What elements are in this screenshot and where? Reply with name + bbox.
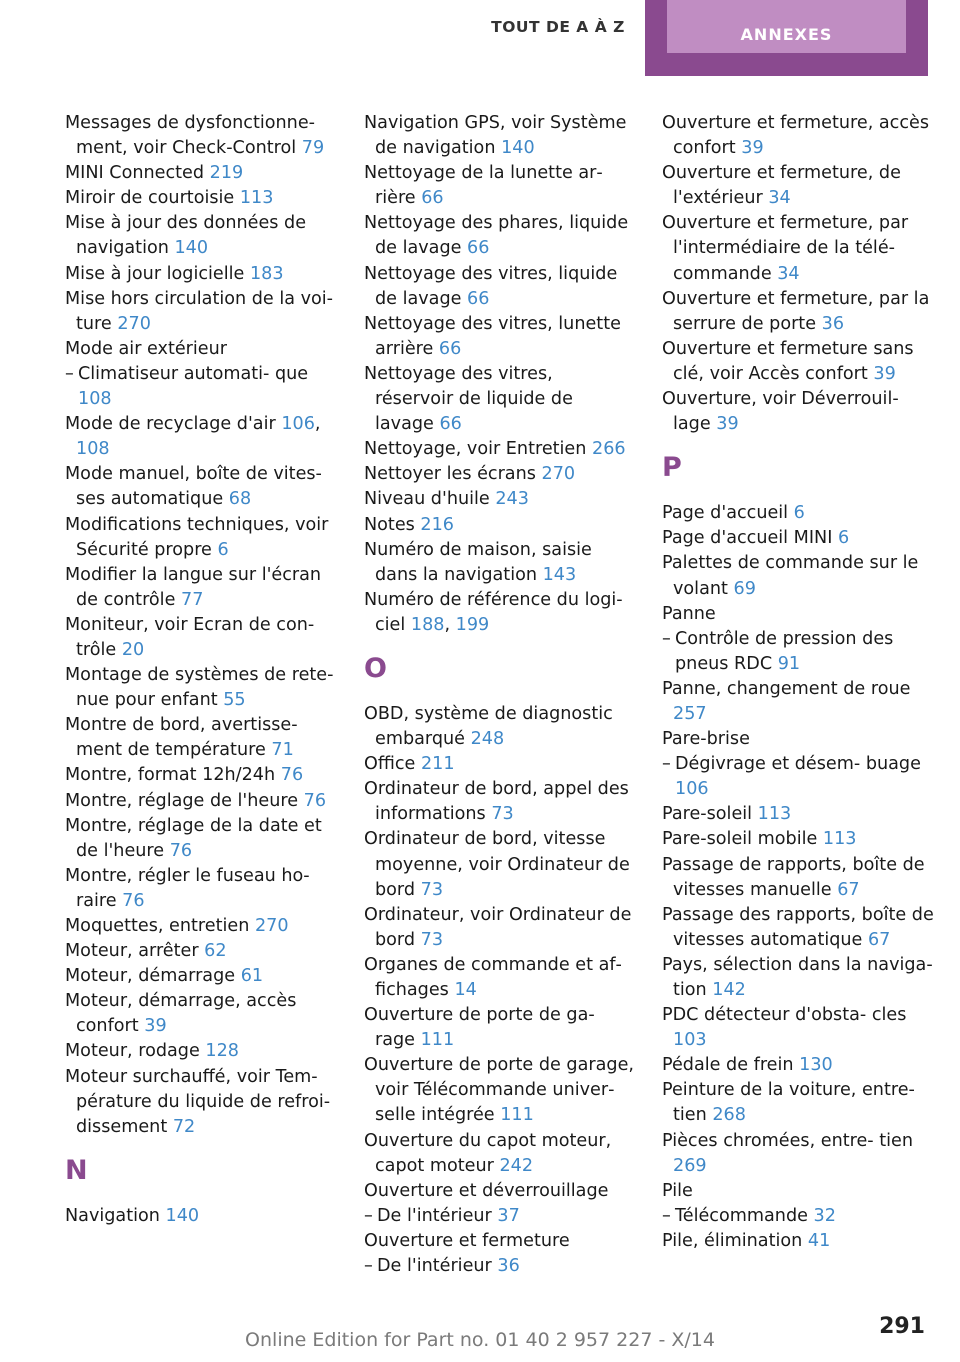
index-entry [364, 1179, 636, 1204]
index-term: Modifier la langue sur l'écran de contrôle [65, 564, 322, 610]
page-reference-link[interactable]: 6 [793, 503, 805, 524]
index-term: Mise à jour des données de navigation [65, 213, 307, 259]
index-term: Montre, régler le fuseau ho‐ raire [65, 865, 310, 911]
page-reference-link[interactable]: 140 [501, 138, 535, 159]
chapter-tab-label: ANNEXES [667, 0, 906, 53]
index-entry [662, 111, 934, 161]
index-term: Mode manuel, boîte de vites‐ ses automatique [65, 464, 322, 510]
index-subentry: –Contrôle de pression des pneus RDC 91 [662, 628, 894, 674]
index-entry [662, 1003, 934, 1053]
index-entry [662, 161, 934, 211]
page-reference-link[interactable]: 41 [807, 1230, 831, 1251]
page-reference-link[interactable]: 113 [757, 804, 792, 825]
index-entry [364, 487, 636, 512]
index-entry [65, 211, 337, 261]
page-reference-link[interactable]: 36 [821, 313, 845, 334]
index-entry [65, 1039, 337, 1064]
index-term: Montage de systèmes de rete‐ nue pour enfant [65, 665, 334, 711]
index-entry [65, 989, 337, 1039]
index-term: Nettoyage de la lunette ar‐ rière [364, 163, 603, 209]
index-term: Nettoyage des vitres, lunette arrière [364, 313, 621, 359]
index-entry [364, 777, 636, 827]
page-reference-link[interactable]: 73 [491, 804, 514, 825]
footer-edition: Online Edition for Part no. 01 40 2 957 227 - X/14 [245, 1329, 715, 1351]
index-term: Miroir de courtoisie [65, 188, 235, 209]
index-entry [662, 953, 934, 1003]
page-reference-link[interactable]: 66 [467, 288, 490, 309]
index-term: Montre, réglage de l'heure [65, 790, 299, 811]
index-term: Peinture de la voiture, entre‐ tien [662, 1080, 915, 1126]
page-reference-link[interactable]: 67 [837, 879, 860, 900]
page-reference-link[interactable]: 76 [169, 840, 193, 861]
page-reference-link[interactable]: 66 [421, 188, 444, 209]
index-entry [662, 1179, 934, 1204]
index-term: Notes [364, 514, 415, 535]
index-term: Ouverture du capot moteur, capot moteur [364, 1130, 612, 1176]
index-term: Moteur, démarrage [65, 966, 236, 987]
index-term: De l'intérieur [377, 1256, 492, 1277]
page-reference-link[interactable]: 188 [410, 614, 445, 635]
page-reference-link[interactable]: 66 [439, 414, 462, 435]
index-entry [662, 1053, 934, 1078]
index-entry [662, 337, 934, 387]
page-reference-link[interactable]: 143 [542, 564, 577, 585]
page-reference-link[interactable]: 76 [303, 790, 327, 811]
page-reference-link[interactable]: 76 [280, 765, 304, 786]
index-entry [65, 1065, 337, 1140]
page-reference-link[interactable]: 142 [712, 980, 746, 1000]
index-term: Contrôle de pression des pneus RDC [675, 628, 894, 674]
page-reference-link[interactable]: 140 [165, 1205, 200, 1226]
index-entry [364, 1053, 636, 1128]
index-term: Page d'accueil [662, 503, 789, 524]
index-term: OBD, système de diagnostic embarqué [364, 703, 613, 750]
page-reference-link[interactable]: 34 [768, 188, 791, 209]
index-entry [364, 1129, 636, 1179]
index-term: Page d'accueil MINI [662, 528, 833, 549]
index-entry [65, 613, 337, 663]
page-reference-link[interactable]: 72 [172, 1116, 196, 1137]
index-term: Palettes de commande sur le volant [662, 553, 919, 599]
page-reference-link[interactable]: 243 [495, 489, 529, 510]
index-entry [662, 211, 934, 286]
index-entry [65, 513, 337, 563]
index-entry [662, 551, 934, 601]
index-letter-heading: N [65, 1154, 88, 1186]
index-term: Ordinateur, voir Ordinateur de bord [364, 904, 632, 950]
index-term: Office [364, 754, 416, 775]
page-reference-link[interactable]: 66 [467, 238, 490, 259]
index-term: Passage de rapports, boîte de vitesses manuelle [662, 854, 925, 900]
index-term: Montre, format 12h/24h [65, 765, 276, 786]
index-subentry: –De l'intérieur 37 [364, 1205, 520, 1226]
index-entry [364, 362, 636, 437]
page-reference-link[interactable]: 39 [144, 1016, 167, 1037]
page-reference-link[interactable]: 103 [673, 1030, 707, 1051]
index-column-3 [662, 111, 934, 1254]
index-term: Pays, sélection dans la naviga‐ tion [662, 954, 933, 1000]
index-term: Ouverture de porte de garage, voir Télécommande univer‐ selle intégrée [364, 1055, 634, 1126]
index-entry [65, 914, 337, 939]
index-term: Moteur surchauffé, voir Tem‐ pérature du liquide de refroi‐ dissement [65, 1066, 331, 1137]
index-entry [364, 1229, 636, 1254]
index-term: Nettoyer les écrans [364, 464, 536, 485]
index-entry [662, 501, 934, 526]
index-term: Ouverture et fermeture sans clé, voir Accès confort [662, 338, 914, 384]
index-entry [65, 939, 337, 964]
page-reference-link[interactable]: 269 [673, 1155, 707, 1176]
page-reference-link[interactable]: 61 [240, 966, 264, 987]
page-reference-link[interactable]: 113 [239, 188, 274, 209]
index-term: Ouverture de porte de ga‐ rage [364, 1005, 595, 1051]
page-reference-link[interactable]: 37 [497, 1205, 520, 1226]
index-term: Numéro de maison, saisie dans la navigation [364, 539, 592, 585]
index-entry [662, 526, 934, 551]
page-reference-link[interactable]: 68 [228, 489, 252, 510]
index-entry [662, 903, 934, 953]
index-term: Télécommande [675, 1205, 808, 1226]
index-entry [65, 337, 337, 362]
index-entry [364, 1003, 636, 1053]
index-term: Ouverture et fermeture, par la serrure de porte [662, 288, 930, 334]
index-entry [65, 814, 337, 864]
page-reference-link[interactable]: 73 [420, 929, 444, 950]
index-entry [364, 513, 636, 538]
index-entry: Mode de recyclage d'air 106, 108 [65, 414, 321, 460]
index-term: Numéro de référence du logi‐ ciel [364, 589, 623, 635]
index-term: Ouverture et fermeture, par l'intermédiaire de la télé‐ commande [662, 213, 909, 284]
index-entry [65, 462, 337, 512]
index-term: Ordinateur de bord, appel des informations [364, 779, 629, 825]
index-entry [364, 953, 636, 1003]
page-reference-link[interactable]: 270 [117, 313, 151, 334]
page-reference-link[interactable]: 20 [121, 639, 145, 660]
index-term: Pile [662, 1180, 693, 1201]
index-entry [65, 763, 337, 788]
page-reference-link[interactable]: 111 [420, 1030, 455, 1051]
index-entry [364, 538, 636, 588]
index-subentry: –Télécommande 32 [662, 1205, 836, 1226]
page-reference-link[interactable]: 106 [281, 414, 315, 435]
page-reference-link[interactable]: 199 [455, 614, 490, 635]
index-term: Mode de recyclage d'air [65, 414, 276, 435]
page-reference-link[interactable]: 76 [122, 890, 145, 911]
page-reference-link[interactable]: 71 [271, 740, 294, 761]
index-subentry: –Dégivrage et désem‐ buage 106 [662, 754, 921, 800]
page-reference-link[interactable]: 111 [500, 1105, 534, 1126]
index-term: Pédale de frein [662, 1055, 794, 1076]
page-reference-link[interactable]: 69 [733, 578, 756, 599]
index-term: Moteur, démarrage, accès confort [65, 991, 297, 1037]
page-reference-link[interactable]: 67 [867, 929, 891, 950]
index-term: Organes de commande et af‐ fichages [364, 954, 622, 1000]
page-number: 291 [879, 1314, 925, 1339]
index-term: Moniteur, voir Ecran de con‐ trôle [65, 614, 315, 660]
index-entry [364, 827, 636, 902]
index-entry [662, 387, 934, 437]
index-subentry: –Climatiseur automati‐ que 108 [65, 363, 309, 410]
page-reference-link[interactable]: 6 [217, 539, 229, 560]
index-term: Ouverture, voir Déverrouil‐ lage [662, 389, 899, 435]
index-entry [364, 111, 636, 161]
page-reference-link[interactable]: 219 [209, 163, 244, 184]
index-entry [65, 1204, 337, 1229]
index-entry [364, 161, 636, 211]
page-reference-link[interactable]: 39 [716, 414, 739, 435]
index-term: Passage des rapports, boîte de vitesses automatique [662, 904, 934, 950]
page-reference-link[interactable]: 106 [675, 779, 709, 800]
index-term: Pare-soleil mobile [662, 829, 818, 850]
index-column-2 [364, 111, 636, 1279]
chapter-tab [645, 0, 928, 76]
index-term: Messages de dysfonctionne‐ ment, voir Check-Control [65, 113, 316, 159]
page-reference-link[interactable]: 248 [470, 729, 505, 750]
page-reference-link[interactable]: 211 [420, 754, 455, 775]
index-entry [65, 186, 337, 211]
index-entry [364, 312, 636, 362]
index-term: Mise hors circulation de la voi‐ ture [65, 288, 334, 334]
index-term: Pare-brise [662, 729, 750, 750]
index-term: Montre, réglage de la date et de l'heure [65, 815, 322, 861]
page-reference-link[interactable]: 128 [205, 1041, 239, 1062]
index-entry [662, 802, 934, 827]
index-entry [364, 903, 636, 953]
index-entry [662, 1078, 934, 1128]
index-term: Nettoyage des phares, liquide de lavage [364, 213, 629, 259]
index-entry [662, 827, 934, 852]
index-subentry: –De l'intérieur 36 [364, 1256, 520, 1277]
index-term: Modifications techniques, voir Sécurité propre [65, 514, 329, 560]
page-reference-link[interactable]: 39 [741, 138, 764, 159]
index-entry [662, 677, 934, 727]
index-term: Pare-soleil [662, 804, 753, 825]
page-reference-link[interactable]: 266 [592, 439, 626, 460]
page-reference-link[interactable]: 91 [777, 653, 801, 674]
index-term: Pièces chromées, entre‐ tien [662, 1130, 914, 1151]
section-title: TOUT DE A À Z [491, 18, 625, 36]
index-entry [364, 437, 636, 462]
index-entry [65, 111, 337, 161]
page-reference-link[interactable]: 183 [249, 263, 284, 284]
page-reference-link[interactable]: 268 [712, 1105, 746, 1126]
index-entry [65, 789, 337, 814]
index-term: Ordinateur de bord, vitesse moyenne, voir Ordinateur de bord [364, 829, 630, 900]
index-entry: Numéro de référence du logi‐ ciel 188, 199 [364, 589, 623, 635]
index-entry [662, 727, 934, 752]
index-term: De l'intérieur [377, 1205, 492, 1226]
index-term: Ouverture et fermeture [364, 1230, 570, 1251]
index-entry [662, 1229, 934, 1254]
page-reference-link[interactable]: 73 [420, 879, 444, 900]
index-entry [65, 563, 337, 613]
index-entry [662, 287, 934, 337]
index-entry [65, 262, 337, 287]
index-term: Moteur, arrêter [65, 941, 199, 962]
index-entry [662, 1129, 934, 1179]
index-entry [65, 713, 337, 763]
page-reference-link[interactable]: 79 [301, 138, 325, 159]
page-reference-link[interactable]: 34 [777, 263, 800, 284]
index-term: Moquettes, entretien [65, 916, 250, 936]
index-term: Nettoyage, voir Entretien [364, 439, 587, 460]
index-entry [65, 287, 337, 337]
index-entry [662, 853, 934, 903]
index-term: Mise à jour logicielle [65, 263, 245, 284]
index-term: Dégivrage et désem‐ buage [675, 754, 921, 775]
index-term: Panne, changement de roue [662, 678, 911, 699]
index-term: Navigation [65, 1205, 160, 1226]
index-term: Navigation GPS, voir Système de navigation [364, 113, 627, 159]
page-reference-link[interactable]: 32 [813, 1205, 836, 1226]
index-term: Nettoyage des vitres, réservoir de liquide de lavage [364, 363, 573, 435]
index-term: MINI Connected [65, 163, 205, 184]
index-entry [662, 602, 934, 627]
page-reference-link[interactable]: 39 [873, 363, 896, 384]
index-term: Nettoyage des vitres, liquide de lavage [364, 263, 618, 309]
index-term: Mode air extérieur [65, 338, 228, 359]
page-reference-link[interactable]: 140 [174, 238, 209, 259]
page-reference-link[interactable]: 6 [837, 528, 850, 549]
page-header [0, 0, 960, 78]
index-term: Niveau d'huile [364, 489, 490, 510]
index-entry [65, 161, 337, 186]
page-reference-link[interactable]: 66 [438, 338, 462, 359]
index-entry [65, 663, 337, 713]
index-entry [364, 702, 636, 752]
page-reference-link[interactable]: 108 [78, 389, 112, 410]
page-reference-link[interactable]: 113 [822, 829, 857, 850]
page-reference-link[interactable]: 14 [454, 980, 477, 1000]
index-term: Climatiseur automati‐ que [78, 363, 309, 384]
index-column-1 [65, 111, 337, 1229]
page-reference-link[interactable]: 130 [799, 1055, 833, 1076]
index-entry [364, 462, 636, 487]
page-reference-link[interactable]: 62 [204, 941, 227, 962]
index-term: PDC détecteur d'obsta‐ cles [662, 1005, 907, 1026]
page-reference-link[interactable]: 242 [499, 1155, 534, 1176]
page-reference-link[interactable]: 77 [181, 589, 204, 610]
index-term: Pile, élimination [662, 1230, 803, 1251]
index-entry [364, 752, 636, 777]
index-letter-heading: P [662, 452, 682, 484]
index-entry [65, 964, 337, 989]
page-reference-link[interactable]: 55 [223, 690, 246, 711]
page-reference-link[interactable]: 257 [673, 703, 707, 724]
index-term: Moteur, rodage [65, 1041, 200, 1062]
index-term: Ouverture et déverrouillage [364, 1180, 609, 1201]
page-reference-link[interactable]: 36 [497, 1256, 520, 1277]
page-reference-link[interactable]: 270 [254, 916, 289, 936]
index-entry [65, 864, 337, 914]
index-entry [364, 211, 636, 261]
page-reference-link[interactable]: 216 [420, 514, 455, 535]
index-letter-heading: O [364, 652, 387, 684]
index-entry [364, 262, 636, 312]
index-term: Ouverture et fermeture, de l'extérieur [662, 163, 901, 209]
index-term: Panne [662, 603, 716, 624]
index-term: Montre de bord, avertisse‐ ment de température [65, 715, 298, 761]
page-reference-link[interactable]: 270 [541, 464, 576, 485]
page-reference-link[interactable]: 108 [76, 439, 110, 460]
index-term: Ouverture et fermeture, accès confort [662, 113, 930, 159]
